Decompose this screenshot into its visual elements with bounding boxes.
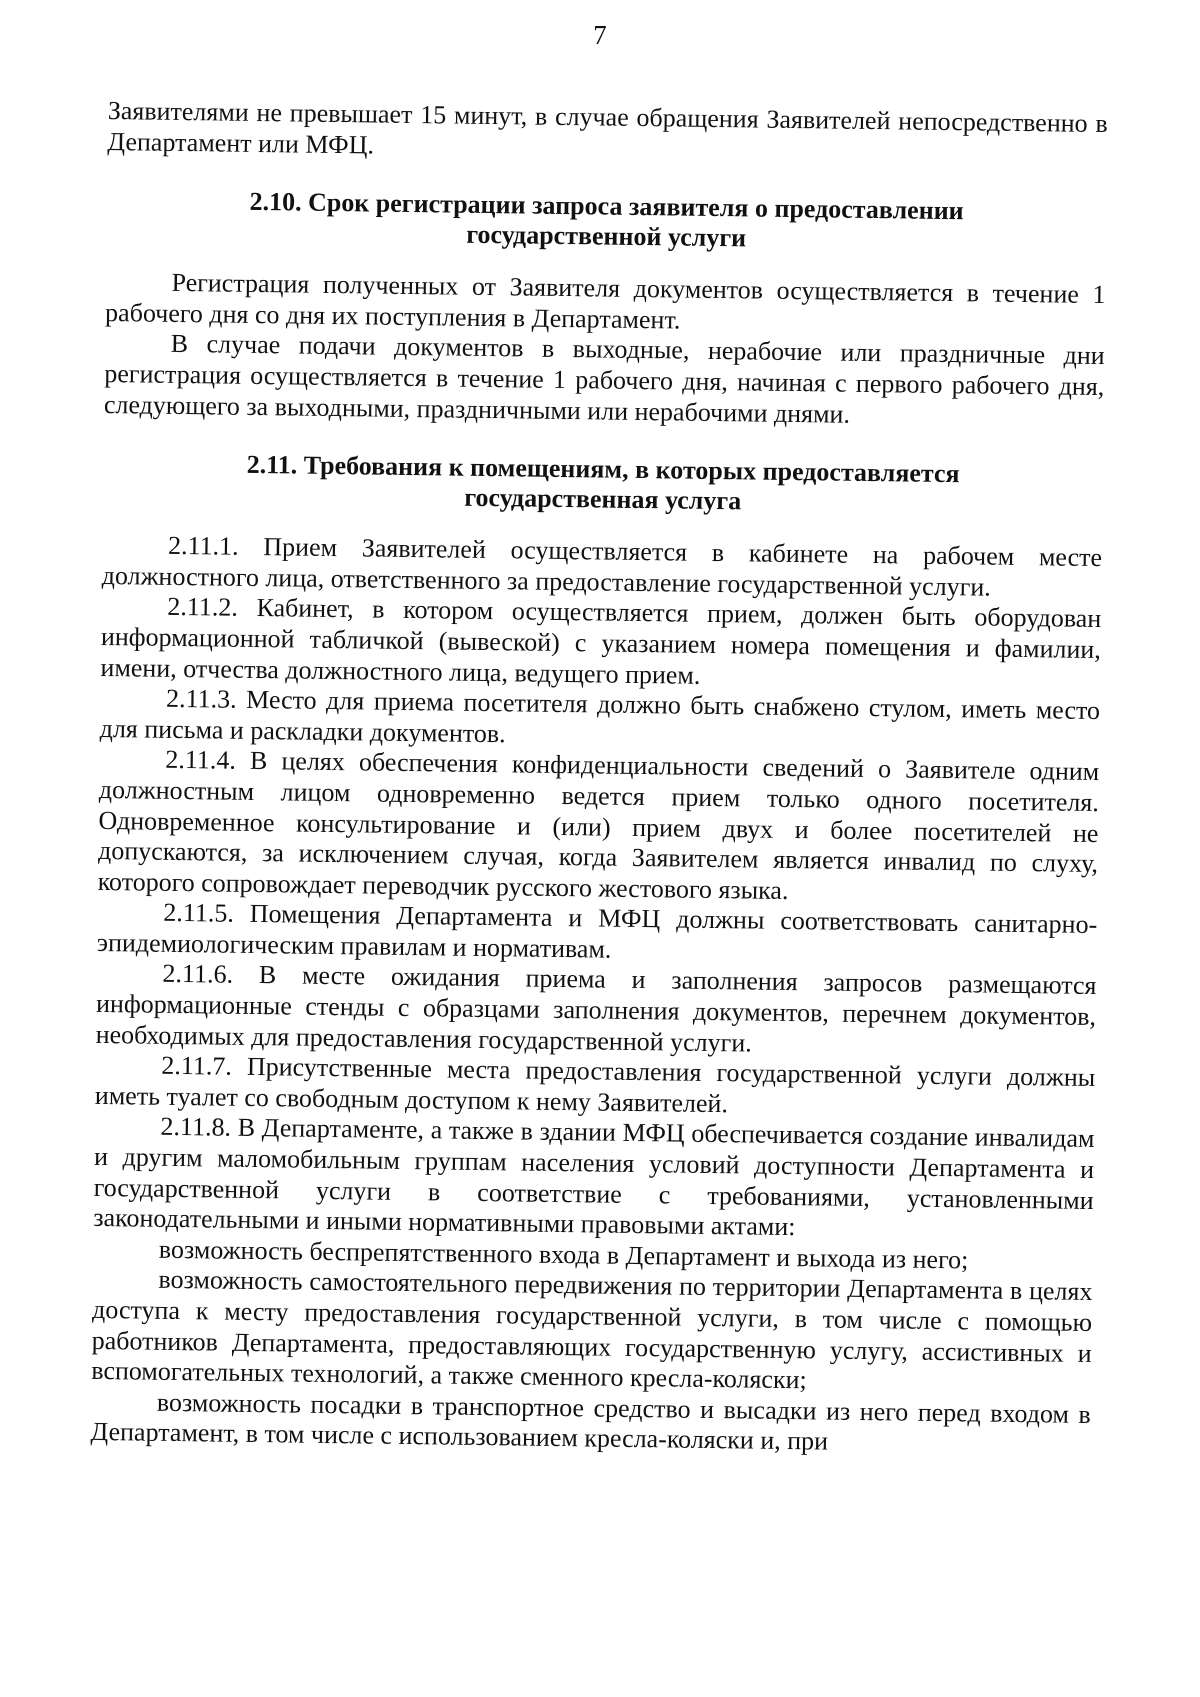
section-2-10-heading [106,185,1107,258]
page-number: 7 [593,20,607,50]
paragraph-2-11-1: 2.11.1. Прием Заявителей осуществляется в кабинете на рабочем месте должностного лица, ответственного за предоставление государственной услуги. [101,530,1103,602]
section-2-11-heading [103,448,1104,521]
paragraph-2-11-4: 2.11.4. В целях обеспечения конфиденциальности сведений о Заявителе одним должностным лицом одновременно ведется прием только одного посетителя. Одновременное консультирование и (или) прием двух и более посетителей не допускаются, за исключением случая, когда Заявителем является инвалид по слуху, которого сопровождает переводчик русского жестового языка. [97,745,1100,905]
section-2-11-title-line2: государственная услуга [464,482,742,516]
list-item-transport-boarding: возможность посадки в транспортное средство и высадки из него перед входом в Департамент, в том числе с использованием кресла-коляски и, при [90,1387,1092,1456]
list-item-entry-access: возможность беспрепятственного входа в Департамент и выхода из него; [158,1234,969,1275]
paragraph-2-11-2: 2.11.2. Кабинет, в котором осуществляется прием, должен быть оборудован информационной табличкой (вывеской) с указанием номера помещения и фамилии, имени, отчества должностного лица, ведущего прием. [100,592,1102,690]
intro-paragraph: Заявителями не превышает 15 минут, в случае обращения Заявителей непосредственно в Департамент или МФЦ. [107,96,1108,160]
paragraph-2-11-5: 2.11.5. Помещения Департамента и МФЦ должны соответствовать санитарно-эпидемиологическим правилам и нормативам. [96,898,1098,964]
paragraph-2-11-7: 2.11.7. Присутственные места предоставления государственной услуги должны иметь туалет со свободным доступом к нему Заявителей. [94,1051,1096,1119]
paragraph-registration-holidays: В случае подачи документов в выходные, нерабочие или праздничные дни регистрация осуществляется в течение 1 рабочего дня, начиная с первого рабочего дня, следующего за выходными, праздничными или нерабочими днями. [103,329,1105,429]
paragraph-2-11-8: 2.11.8. В Департаменте, а также в здании МФЦ обеспечивается создание инвалидам и другим маломобильным группам населения условий доступности Департамента и государственной услуги в соответствие с требованиями, установленными законодательными и иными нормативными правовыми актами: [93,1112,1095,1242]
section-2-10-title-line2: государственной услуги [466,219,747,253]
paragraph-2-11-3: 2.11.3. Место для приема посетителя должно быть снабжено стулом, иметь место для письма и раскладки документов. [99,683,1101,748]
paragraph-registration-term: Регистрация полученных от Заявителя документов осуществляется в течение 1 рабочего дня со дня их поступления в Департамент. [104,268,1106,335]
paragraph-2-11-6: 2.11.6. В месте ожидания приема и заполнения запросов размещаются информационные стенды с образцами заполнения документов, перечнем документов, необходимых для предоставления государственной услуги. [95,959,1097,1058]
document-body [90,96,1108,1461]
list-item-movement: возможность самостоятельного передвижения по территории Департамента в целях доступа к месту предоставления государственной услуги, в том числе с помощью работников Департамента, предоставляющих государственную услугу, ассистивных и вспомогательных технологий, а также сменного кресла-коляски; [91,1265,1093,1395]
section-2-10-title-line1: 2.10. Срок регистрации запроса заявителя о предоставлении [249,187,964,226]
section-2-11-title-line1: 2.11. Требования к помещениям, в которых предоставляется [246,450,960,489]
